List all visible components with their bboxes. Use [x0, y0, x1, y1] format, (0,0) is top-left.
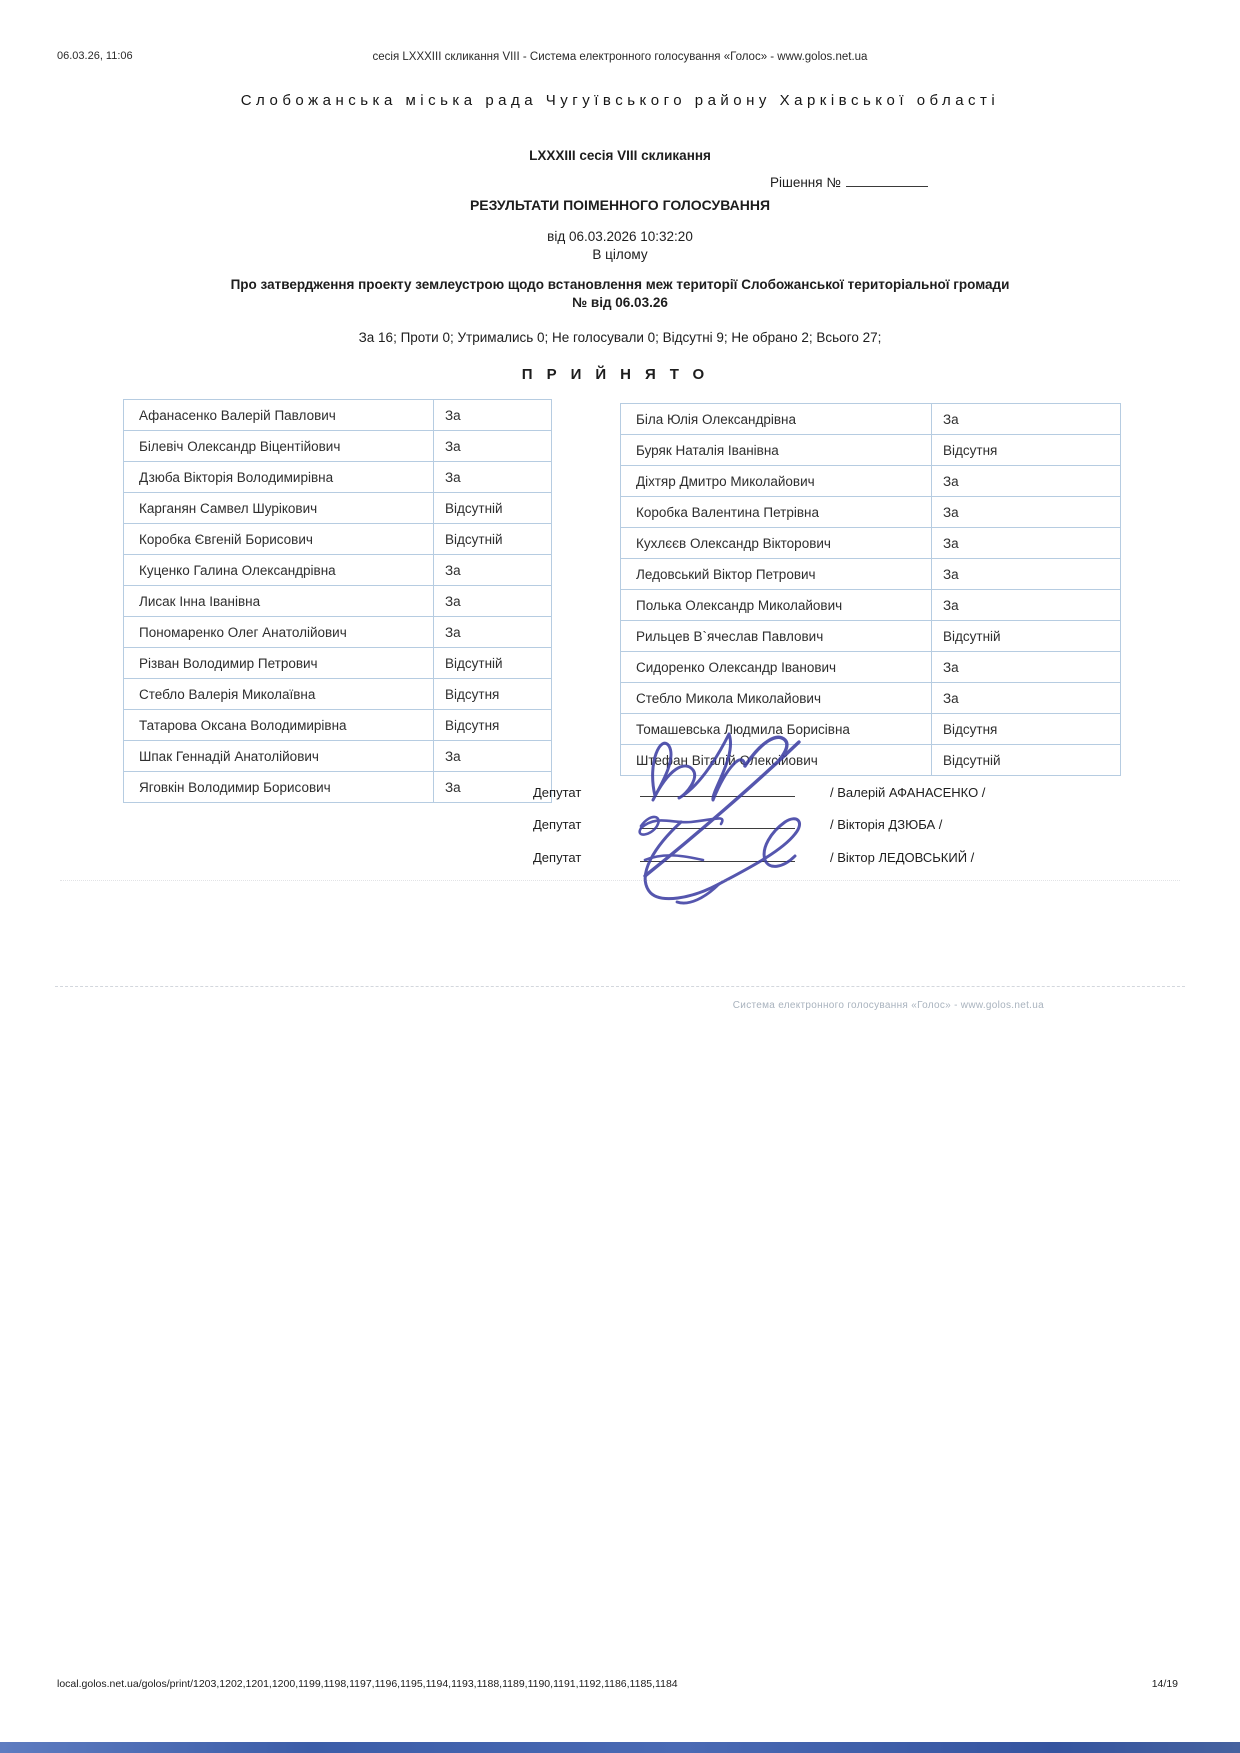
- table-row: [621, 435, 1121, 466]
- vote-value: За: [932, 404, 1121, 435]
- vote-value: Відсутня: [932, 435, 1121, 466]
- votes-table-right: [620, 403, 1121, 776]
- scan-edge-bar: [0, 1742, 1240, 1753]
- deputy-name: Дзюба Вікторія Володимирівна: [124, 462, 434, 493]
- vote-value: За: [932, 466, 1121, 497]
- table-row: [621, 745, 1121, 776]
- vote-value: За: [434, 555, 552, 586]
- vote-value: Відсутня: [434, 679, 552, 710]
- vote-value: Відсутній: [932, 621, 1121, 652]
- deputy-name: Діхтяр Дмитро Миколайович: [621, 466, 932, 497]
- deputy-name: Коробка Валентина Петрівна: [621, 497, 932, 528]
- deputy-label: Депутат: [533, 817, 582, 832]
- vote-value: Відсутня: [434, 710, 552, 741]
- vote-value: За: [434, 772, 552, 803]
- table-row: [124, 400, 552, 431]
- vote-value: За: [932, 528, 1121, 559]
- signature-row: [533, 814, 942, 832]
- deputy-name: Татарова Оксана Володимирівна: [124, 710, 434, 741]
- deputy-name: Рильцев В`ячеслав Павлович: [621, 621, 932, 652]
- table-row: [621, 497, 1121, 528]
- footer-url: local.golos.net.ua/golos/print/1203,1202,1201,1200,1199,1198,1197,1196,1195,1194,1193,1188,1189,1190,1191,1192,1186,1185,1184: [57, 1678, 678, 1690]
- vote-value: За: [434, 741, 552, 772]
- vote-summary: За 16; Проти 0; Утримались 0; Не голосували 0; Відсутні 9; Не обрано 2; Всього 27;: [358, 330, 882, 345]
- table-row: [124, 741, 552, 772]
- signature-blank-line: [640, 814, 795, 829]
- table-row: [124, 431, 552, 462]
- deputy-name: Кухлєєв Олександр Вікторович: [621, 528, 932, 559]
- deputy-name: Лисак Інна Іванівна: [124, 586, 434, 617]
- table-row: [621, 466, 1121, 497]
- table-row: [124, 710, 552, 741]
- subject-line2: № від 06.03.26: [572, 295, 668, 310]
- vote-value: Відсутня: [932, 714, 1121, 745]
- vote-value: Відсутній: [932, 745, 1121, 776]
- vote-value: За: [434, 431, 552, 462]
- decision-label: Рішення №: [770, 175, 841, 190]
- deputy-name: Полька Олександр Миколайович: [621, 590, 932, 621]
- decision-number-blank: [846, 172, 928, 187]
- table-row: [124, 555, 552, 586]
- deputy-label: Депутат: [533, 785, 582, 800]
- vote-subject: [0, 276, 1240, 312]
- signatory-name: / Вікторія ДЗЮБА /: [830, 817, 943, 832]
- deputy-name: Томашевська Людмила Борисівна: [621, 714, 932, 745]
- scan-artifact-line: [60, 880, 1180, 881]
- deputy-name: Ледовський Віктор Петрович: [621, 559, 932, 590]
- signature-row: [533, 782, 985, 800]
- vote-value: Відсутній: [434, 524, 552, 555]
- table-row: [124, 462, 552, 493]
- table-row: [621, 559, 1121, 590]
- deputy-label: Депутат: [533, 850, 582, 865]
- deputy-name: Сидоренко Олександр Іванович: [621, 652, 932, 683]
- vote-value: За: [434, 400, 552, 431]
- vote-value: Відсутній: [434, 493, 552, 524]
- signatory-name: / Віктор ЛЕДОВСЬКИЙ /: [830, 850, 975, 865]
- council-title: Слобожанська міська рада Чугуївського району Харківської області: [240, 92, 1000, 109]
- table-row: [124, 772, 552, 803]
- table-row: [621, 528, 1121, 559]
- table-row: [621, 590, 1121, 621]
- deputy-name: Афанасенко Валерій Павлович: [124, 400, 434, 431]
- scan-artifact-line: [55, 986, 1185, 987]
- vote-datetime: від 06.03.2026 10:32:20: [547, 229, 693, 244]
- table-row: [621, 714, 1121, 745]
- deputy-name: Штефан Віталій Олексійович: [621, 745, 932, 776]
- signature-blank-line: [640, 847, 795, 862]
- deputy-name: Стебло Микола Миколайович: [621, 683, 932, 714]
- signatory-name: / Валерій АФАНАСЕНКО /: [830, 785, 986, 800]
- table-row: [124, 679, 552, 710]
- deputy-name: Білевіч Олександр Віцентійович: [124, 431, 434, 462]
- deputy-name: Шпак Геннадій Анатолійович: [124, 741, 434, 772]
- deputy-name: Яговкін Володимир Борисович: [124, 772, 434, 803]
- deputy-name: Коробка Євгеній Борисович: [124, 524, 434, 555]
- signature-row: [533, 847, 974, 865]
- deputy-name: Різван Володимир Петрович: [124, 648, 434, 679]
- table-row: [124, 648, 552, 679]
- footer-page-number: 14/19: [1151, 1678, 1178, 1690]
- system-watermark: Система електронного голосування «Голос» - www.golos.net.ua: [732, 1000, 1044, 1011]
- deputy-name: Стебло Валерія Миколаївна: [124, 679, 434, 710]
- deputy-name: Куценко Галина Олександрівна: [124, 555, 434, 586]
- table-row: [621, 404, 1121, 435]
- print-header-title: сесія LXXXIII скликання VIII - Система електронного голосування «Голос» - www.golos.net.ua: [372, 51, 868, 63]
- table-row: [621, 621, 1121, 652]
- vote-value: Відсутній: [434, 648, 552, 679]
- deputy-name: Буряк Наталія Іванівна: [621, 435, 932, 466]
- print-datetime: 06.03.26, 11:06: [57, 50, 133, 62]
- vote-value: За: [434, 617, 552, 648]
- table-row: [621, 683, 1121, 714]
- session-title: LXXXIII сесія VIII скликання: [529, 148, 711, 163]
- deputy-name: Пономаренко Олег Анатолійович: [124, 617, 434, 648]
- subject-line1: Про затвердження проекту землеустрою щодо встановлення меж території Слобожанської територіальної громади: [230, 277, 1010, 292]
- vote-value: За: [932, 559, 1121, 590]
- table-row: [621, 652, 1121, 683]
- vote-status: ПРИЙНЯТО: [521, 366, 719, 383]
- vote-value: За: [932, 497, 1121, 528]
- table-row: [124, 493, 552, 524]
- result-title: РЕЗУЛЬТАТИ ПОІМЕННОГО ГОЛОСУВАННЯ: [469, 197, 771, 213]
- vote-value: За: [932, 590, 1121, 621]
- deputy-name: Біла Юлія Олександрівна: [621, 404, 932, 435]
- table-row: [124, 617, 552, 648]
- table-row: [124, 586, 552, 617]
- deputy-name: Карганян Самвел Шурікович: [124, 493, 434, 524]
- vote-value: За: [932, 652, 1121, 683]
- signature-blank-line: [640, 782, 795, 797]
- table-row: [124, 524, 552, 555]
- decision-number-line: [770, 172, 928, 190]
- vote-value: За: [932, 683, 1121, 714]
- vote-value: За: [434, 586, 552, 617]
- vote-scope: В цілому: [592, 247, 648, 262]
- votes-table-left: [123, 399, 552, 803]
- vote-value: За: [434, 462, 552, 493]
